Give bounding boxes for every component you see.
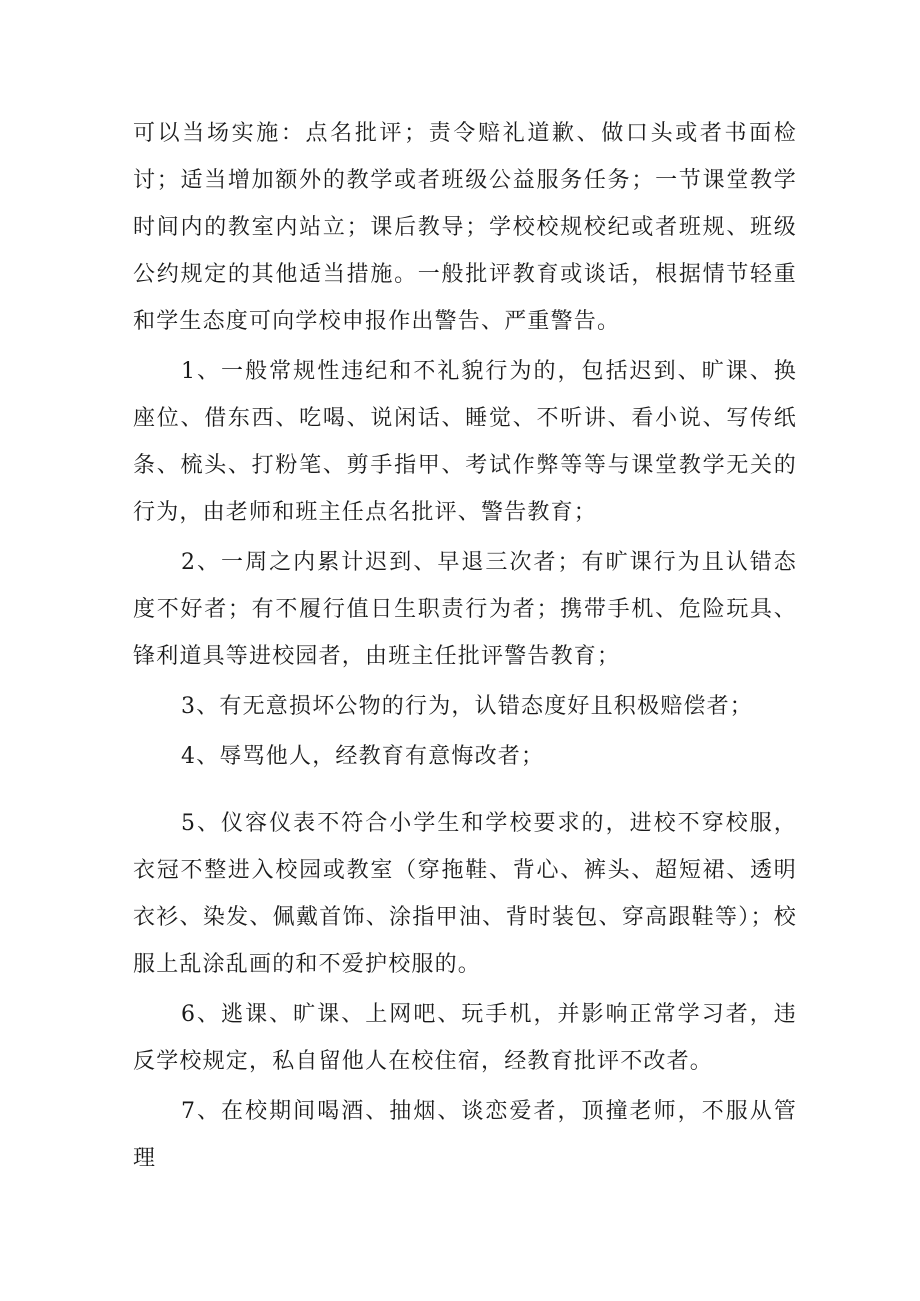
paragraph-item-5: 5、仪容仪表不符合小学生和学校要求的，进校不穿校服，衣冠不整进入校园或教室（穿拖鞋、背心、裤头、超短裙、透明衣衫、染发、佩戴首饰、涂指甲油、背时装包、穿高跟鞋等）；校服上乱涂乱画的和不爱护校服的。 <box>133 811 797 977</box>
paragraph-item-3: 3、有无意损坏公物的行为，认错态度好且积极赔偿者； <box>181 694 753 719</box>
paragraph-item-4: 4、辱骂他人，经教育有意悔改者； <box>181 744 545 769</box>
document-body <box>133 110 797 1185</box>
paragraph-item-6: 6、逃课、旷课、上网吧、玩手机，并影响正常学习者，违反学校规定，私自留他人在校住宿，经教育批评不改者。 <box>133 1002 797 1074</box>
paragraph-item-1: 1、一般常规性违纪和不礼貌行为的，包括迟到、旷课、换座位、借东西、吃喝、说闲话、睡觉、不听讲、看小说、写传纸条、梳头、打粉笔、剪手指甲、考试作弊等等与课堂教学无关的行为，由老师和班主任点名批评、警告教育； <box>133 359 797 525</box>
paragraph-continuation: 可以当场实施：点名批评；责令赔礼道歉、做口头或者书面检讨；适当增加额外的教学或者班级公益服务任务；一节课堂教学时间内的教室内站立；课后教导；学校校规校纪或者班规、班级公约规定的其他适当措施。一般批评教育或谈话，根据情节轻重和学生态度可向学校申报作出警告、严重警告。 <box>133 121 797 334</box>
paragraph-item-7: 7、在校期间喝酒、抽烟、谈恋爱者，顶撞老师，不服从管理 <box>133 1099 797 1171</box>
paragraph-item-2: 2、一周之内累计迟到、早退三次者；有旷课行为且认错态度不好者；有不履行值日生职责行为者；携带手机、危险玩具、锋利道具等进校园者，由班主任批评警告教育； <box>133 550 797 669</box>
